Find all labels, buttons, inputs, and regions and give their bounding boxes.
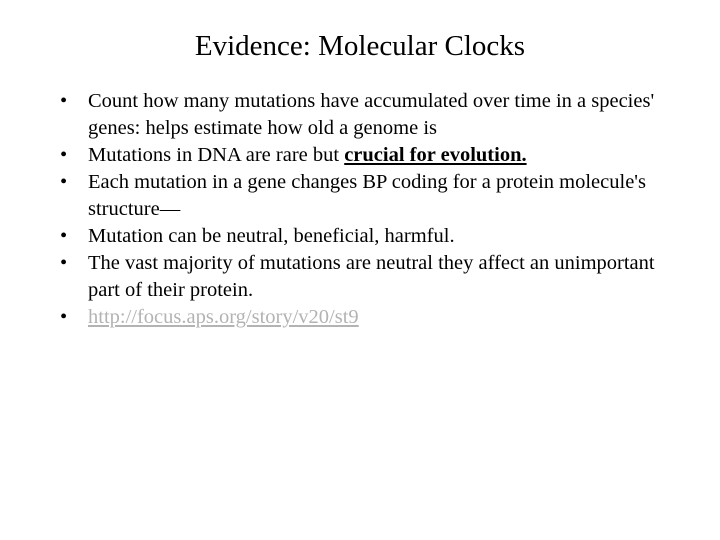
bullet-marker: • <box>60 225 68 247</box>
bullet-text: Mutation can be neutral, beneficial, harmful. <box>88 225 455 247</box>
bullet-item <box>60 304 680 331</box>
bullet-marker: • <box>60 144 68 166</box>
bullet-emphasis: crucial for evolution. <box>344 144 527 166</box>
bullet-text: Count how many mutations have accumulated over time in a species' genes: helps estimate how old a genome is <box>88 90 655 139</box>
bullet-marker: • <box>60 90 68 112</box>
bullet-text: Each mutation in a gene changes BP coding for a protein molecule's structure— <box>88 171 646 220</box>
bullet-text: Mutations in DNA are rare but <box>88 144 345 166</box>
bullet-list <box>60 88 680 331</box>
bullet-item <box>60 250 680 304</box>
bullet-marker: • <box>60 306 68 328</box>
bullet-marker: • <box>60 171 68 193</box>
bullet-text: The vast majority of mutations are neutral they affect an unimportant part of their protein. <box>88 252 655 301</box>
bullet-item <box>60 169 680 223</box>
slide-title: Evidence: Molecular Clocks <box>194 30 526 62</box>
bullet-item <box>60 142 680 169</box>
source-link[interactable]: http://focus.aps.org/story/v20/st9 <box>88 306 359 328</box>
bullet-item <box>60 88 680 142</box>
bullet-item <box>60 223 680 250</box>
bullet-marker: • <box>60 252 68 274</box>
